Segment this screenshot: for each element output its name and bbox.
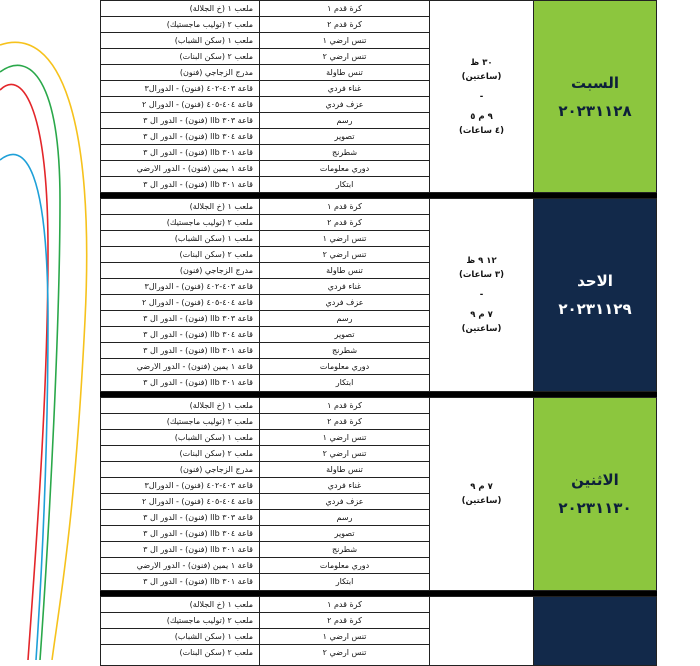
time-cell (430, 199, 534, 391)
arc-yellow (0, 42, 87, 660)
venue-cell: قاعة ٤٠٤-٤٠٥ (فنون) - الدورال ٢ (101, 494, 259, 510)
activity-cell: دوري معلومات (260, 161, 429, 177)
activity-cell: تنس ارضي ١ (260, 231, 429, 247)
venue-cell: قاعة ٣٠٤ llb (فنون) - الدور ال ٣ (101, 526, 259, 542)
time-line: ١٢ ٩ ظ (466, 256, 497, 266)
activity-cell: تنس ارضي ٢ (322, 648, 367, 657)
day-block-next (100, 596, 657, 666)
venue-cell: قاعة ٣٠٣ llb (فنون) - الدور ال ٣ (101, 311, 259, 327)
venue-cell: قاعة ٤٠٣-٤٠٢ (فنون) - الدورال٣ (101, 478, 259, 494)
activity-column (260, 597, 430, 665)
venue-cell: ملعب ٢ (سكن البنات) (101, 247, 259, 263)
activity-cell: شطرنج (260, 343, 429, 359)
venue-cell: ملعب ٢ (توليب ماجستيك) (101, 613, 259, 629)
day-name: الاحد (577, 272, 613, 290)
venue-cell: قاعة ٤٠٤-٤٠٥ (فنون) - الدورال ٢ (101, 97, 259, 113)
venue-cell: مدرج الزجاجي (فنون) (101, 65, 259, 81)
time-line: (٤ ساعات) (458, 125, 505, 136)
activity-cell: تنس ارضي ١ (260, 33, 429, 49)
day-date: ٢٠٢٣١١٢٨ (558, 101, 632, 120)
activity-cell: تصوير (260, 129, 429, 145)
activity-cell: تنس طاولة (260, 65, 429, 81)
venue-cell: ملعب ٢ (توليب ماجستيك) (101, 215, 259, 231)
venue-column (101, 597, 260, 665)
time-line: (ساعتين) (461, 324, 502, 334)
venue-cell: قاعة ٤٠٣-٤٠٢ (فنون) - الدورال٣ (101, 279, 259, 295)
activity-cell: رسم (260, 311, 429, 327)
activity-cell: كرة قدم ٢ (260, 613, 429, 629)
time-line: - (479, 290, 484, 300)
venue-cell: ملعب ١ (خ الجلالة) (101, 199, 259, 215)
venue-cell: قاعة ٤٠٤-٤٠٥ (فنون) - الدورال ٢ (101, 295, 259, 311)
activity-cell: كرة قدم ٢ (260, 215, 429, 231)
venue-cell: ملعب ١ (خ الجلالة) (101, 597, 259, 613)
time-line: ٧ م ٩ (470, 482, 493, 492)
venue-cell: ملعب ٢ (توليب ماجستيك) (101, 414, 259, 430)
day-cell (534, 1, 656, 192)
venue-cell: قاعة ٣٠١ llb (فنون) - الدور ال ٣ (143, 577, 253, 586)
time-line: (ساعتين) (461, 496, 502, 506)
time-cell (430, 398, 534, 590)
venue-cell: ملعب ٢ (سكن البنات) (179, 648, 253, 657)
activity-cell: غناء فردي (260, 81, 429, 97)
activity-cell: عزف فردي (260, 295, 429, 311)
day-block-saturday (100, 0, 657, 193)
day-cell (534, 597, 656, 665)
venue-cell: مدرج الزجاجي (فنون) (101, 263, 259, 279)
activity-cell: شطرنج (260, 542, 429, 558)
activity-cell: رسم (260, 113, 429, 129)
activity-cell: تنس ارضي ٢ (260, 49, 429, 65)
activity-cell: كرة قدم ١ (260, 199, 429, 215)
day-block-monday (100, 397, 657, 591)
venue-cell: قاعة ٣٠١ llb (فنون) - الدور ال ٣ (101, 343, 259, 359)
activity-cell: كرة قدم ٢ (260, 17, 429, 33)
day-block-sunday (100, 198, 657, 392)
venue-cell: قاعة ١ يمين (فنون) - الدور الارضي (101, 161, 259, 177)
activity-cell: دوري معلومات (260, 359, 429, 375)
venue-column (101, 199, 260, 391)
venue-cell: قاعة ١ يمين (فنون) - الدور الارضي (101, 359, 259, 375)
activity-cell: عزف فردي (260, 494, 429, 510)
activity-cell: كرة قدم ٢ (260, 414, 429, 430)
activity-cell: كرة قدم ١ (260, 398, 429, 414)
time-line: - (479, 91, 484, 102)
day-cell (534, 398, 656, 590)
activity-cell: تنس ارضي ٢ (260, 446, 429, 462)
activity-cell: تنس ارضي ١ (260, 430, 429, 446)
arc-blue (0, 154, 48, 660)
day-name: السبت (570, 73, 620, 92)
venue-cell: مدرج الزجاجي (فنون) (101, 462, 259, 478)
activity-column (260, 1, 430, 192)
venue-cell: ملعب ١ (خ الجلالة) (101, 398, 259, 414)
activity-cell: غناء فردي (260, 478, 429, 494)
time-line: (ساعتين) (461, 71, 502, 82)
activity-cell: ابتكار (335, 378, 354, 387)
day-name: الاثنين (571, 471, 619, 489)
venue-cell: ملعب ١ (خ الجلالة) (101, 1, 259, 17)
time-cell (430, 597, 534, 665)
activity-cell: غناء فردي (260, 279, 429, 295)
activity-cell: عزف فردي (260, 97, 429, 113)
venue-cell: قاعة ٤٠٣-٤٠٢ (فنون) - الدورال٣ (101, 81, 259, 97)
venue-cell: ملعب ٢ (سكن البنات) (101, 446, 259, 462)
venue-cell: قاعة ١ يمين (فنون) - الدور الارضي (101, 558, 259, 574)
venue-cell: قاعة ٣٠١ llb (فنون) - الدور ال ٣ (101, 145, 259, 161)
activity-cell: ابتكار (335, 180, 354, 189)
activity-cell: تنس طاولة (260, 263, 429, 279)
venue-cell: قاعة ٣٠٤ llb (فنون) - الدور ال ٣ (101, 327, 259, 343)
time-line: ٧ م ٩ (470, 310, 493, 320)
day-date: ٢٠٢٣١١٣٠ (558, 499, 632, 517)
venue-cell: ملعب ١ (سكن الشباب) (101, 629, 259, 645)
venue-cell: قاعة ٣٠١ llb (فنون) - الدور ال ٣ (101, 542, 259, 558)
venue-cell: ملعب ٢ (توليب ماجستيك) (101, 17, 259, 33)
venue-cell: ملعب ١ (سكن الشباب) (101, 33, 259, 49)
activity-cell: تنس ارضي ١ (260, 629, 429, 645)
time-line: ٩ م ٥ (470, 111, 493, 122)
venue-cell: ملعب ١ (سكن الشباب) (101, 231, 259, 247)
time-line: ٣٠ ظ (470, 57, 493, 68)
activity-cell: ابتكار (335, 577, 354, 586)
venue-cell: قاعة ٣٠٤ llb (فنون) - الدور ال ٣ (101, 129, 259, 145)
venue-cell: ملعب ٢ (سكن البنات) (101, 49, 259, 65)
venue-cell: قاعة ٣٠١ llb (فنون) - الدور ال ٣ (143, 378, 253, 387)
activity-cell: كرة قدم ١ (260, 597, 429, 613)
activity-cell: رسم (260, 510, 429, 526)
activity-cell: دوري معلومات (260, 558, 429, 574)
activity-cell: تنس طاولة (260, 462, 429, 478)
venue-cell: قاعة ٣٠٣ llb (فنون) - الدور ال ٣ (101, 510, 259, 526)
day-date: ٢٠٢٣١١٢٩ (558, 300, 632, 318)
venue-column (101, 398, 260, 590)
time-cell (430, 1, 534, 192)
activity-column (260, 398, 430, 590)
activity-cell: تصوير (260, 526, 429, 542)
activity-column (260, 199, 430, 391)
activity-cell: تصوير (260, 327, 429, 343)
day-cell (534, 199, 656, 391)
time-line: (٣ ساعات) (458, 270, 505, 280)
activity-cell: كرة قدم ١ (260, 1, 429, 17)
activity-cell: شطرنج (260, 145, 429, 161)
venue-column (101, 1, 260, 192)
activity-cell: تنس ارضي ٢ (260, 247, 429, 263)
venue-cell: ملعب ١ (سكن الشباب) (101, 430, 259, 446)
venue-cell: قاعة ٣٠٣ llb (فنون) - الدور ال ٣ (101, 113, 259, 129)
venue-cell: قاعة ٣٠١ llb (فنون) - الدور ال ٣ (143, 180, 253, 189)
